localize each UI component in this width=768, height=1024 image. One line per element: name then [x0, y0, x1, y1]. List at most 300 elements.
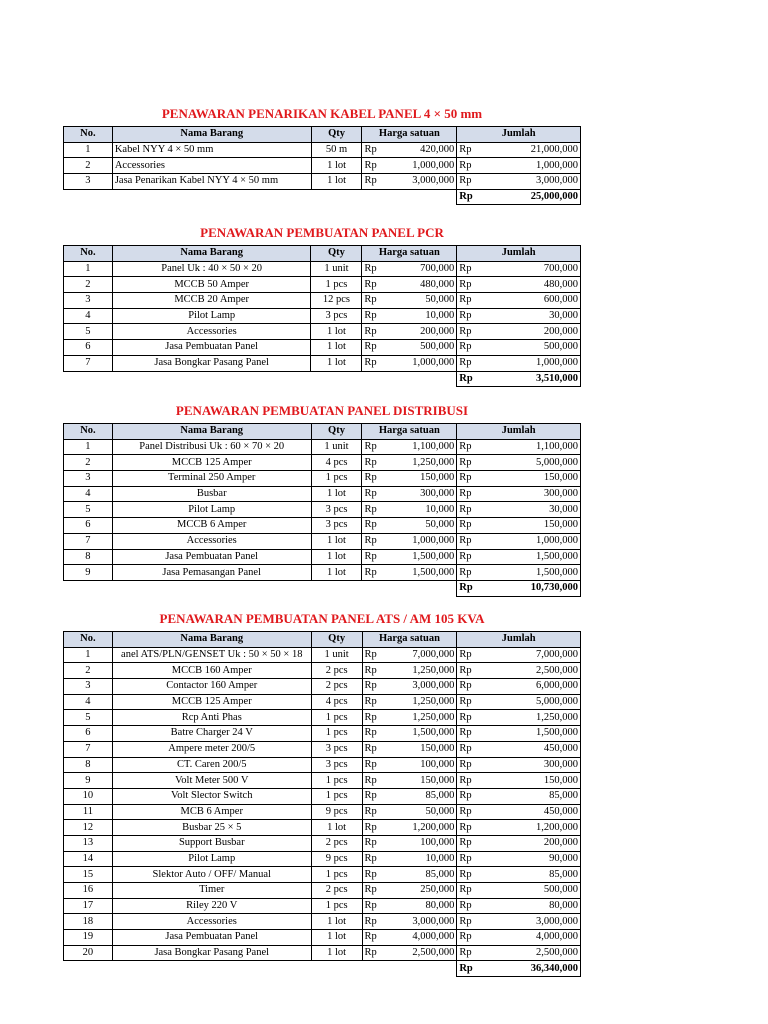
cell-currency: Rp — [457, 741, 502, 757]
header-name: Nama Barang — [112, 424, 311, 440]
cell-unit-price: 1,500,000 — [410, 549, 457, 565]
cell-name: Panel Uk : 40 × 50 × 20 — [112, 261, 311, 277]
cell-no: 3 — [64, 293, 113, 309]
cell-no: 14 — [64, 851, 113, 867]
cell-currency: Rp — [457, 930, 502, 946]
cell-no: 16 — [64, 883, 113, 899]
cell-currency: Rp — [457, 533, 502, 549]
cell-qty: 1 lot — [311, 324, 362, 340]
cell-currency: Rp — [362, 804, 410, 820]
cell-unit-price: 1,500,000 — [410, 726, 457, 742]
cell-amount: 5,000,000 — [502, 694, 581, 710]
cell-name: MCCB 20 Amper — [112, 293, 311, 309]
quotation-section — [63, 610, 581, 977]
cell-name: Jasa Pembuatan Panel — [112, 930, 311, 946]
table-row — [64, 486, 581, 502]
cell-currency: Rp — [457, 293, 502, 309]
table-row — [64, 851, 581, 867]
cell-currency: Rp — [362, 261, 410, 277]
cell-no: 5 — [64, 502, 113, 518]
table-row — [64, 471, 581, 487]
cell-amount: 2,500,000 — [502, 663, 581, 679]
cell-unit-price: 1,250,000 — [410, 710, 457, 726]
header-price: Harga satuan — [362, 246, 457, 262]
table-header-row — [64, 424, 581, 440]
cell-qty: 1 lot — [311, 355, 362, 371]
header-total: Jumlah — [457, 632, 581, 648]
cell-unit-price: 4,000,000 — [410, 930, 457, 946]
table-row — [64, 518, 581, 534]
total-spacer — [64, 371, 457, 387]
cell-currency: Rp — [362, 820, 410, 836]
header-qty: Qty — [311, 424, 362, 440]
header-name: Nama Barang — [112, 632, 311, 648]
cell-currency: Rp — [457, 455, 502, 471]
cell-amount: 700,000 — [502, 261, 581, 277]
cell-currency: Rp — [457, 158, 502, 174]
cell-no: 2 — [64, 455, 113, 471]
section-title: PENAWARAN PEMBUATAN PANEL PCR — [200, 225, 444, 240]
cell-unit-price: 10,000 — [410, 851, 457, 867]
cell-currency: Rp — [457, 820, 502, 836]
header-price: Harga satuan — [362, 424, 457, 440]
quotation-table — [63, 631, 581, 977]
cell-qty: 1 pcs — [311, 867, 362, 883]
cell-no: 19 — [64, 930, 113, 946]
total-spacer — [64, 580, 457, 596]
cell-currency: Rp — [457, 355, 502, 371]
cell-qty: 1 lot — [311, 914, 362, 930]
cell-unit-price: 480,000 — [410, 277, 457, 293]
cell-currency: Rp — [457, 851, 502, 867]
cell-name: MCB 6 Amper — [112, 804, 311, 820]
cell-amount: 7,000,000 — [502, 647, 581, 663]
quotation-table — [63, 423, 581, 597]
cell-currency: Rp — [362, 851, 410, 867]
cell-currency: Rp — [457, 471, 502, 487]
cell-currency: Rp — [457, 486, 502, 502]
cell-qty: 1 pcs — [311, 710, 362, 726]
cell-amount: 1,500,000 — [502, 549, 581, 565]
quotation-section — [63, 105, 581, 205]
cell-name: MCCB 125 Amper — [112, 694, 311, 710]
table-row — [64, 710, 581, 726]
cell-currency: Rp — [457, 788, 502, 804]
cell-currency: Rp — [457, 518, 502, 534]
cell-no: 11 — [64, 804, 113, 820]
cell-unit-price: 10,000 — [410, 502, 457, 518]
cell-unit-price: 700,000 — [410, 261, 457, 277]
cell-currency: Rp — [362, 158, 410, 174]
cell-currency: Rp — [457, 502, 502, 518]
cell-no: 4 — [64, 308, 113, 324]
cell-qty: 50 m — [311, 142, 362, 158]
cell-unit-price: 1,100,000 — [410, 439, 457, 455]
cell-qty: 1 lot — [311, 945, 362, 961]
table-row — [64, 835, 581, 851]
grand-total-currency: Rp — [457, 580, 502, 596]
cell-unit-price: 50,000 — [410, 804, 457, 820]
cell-name: Jasa Pembuatan Panel — [112, 340, 311, 356]
table-row — [64, 773, 581, 789]
cell-currency: Rp — [362, 726, 410, 742]
cell-currency: Rp — [362, 518, 410, 534]
cell-currency: Rp — [362, 694, 410, 710]
table-header-row — [64, 632, 581, 648]
cell-unit-price: 50,000 — [410, 518, 457, 534]
cell-amount: 600,000 — [502, 293, 581, 309]
table-row — [64, 647, 581, 663]
cell-qty: 3 pcs — [311, 741, 362, 757]
header-qty: Qty — [311, 246, 362, 262]
cell-currency: Rp — [362, 741, 410, 757]
grand-total-currency: Rp — [457, 961, 502, 977]
cell-currency: Rp — [362, 533, 410, 549]
section-title: PENAWARAN PEMBUATAN PANEL ATS / AM 105 KVA — [159, 611, 485, 626]
cell-currency: Rp — [457, 694, 502, 710]
cell-currency: Rp — [457, 174, 502, 190]
cell-currency: Rp — [362, 324, 410, 340]
cell-qty: 4 pcs — [311, 455, 362, 471]
cell-qty: 3 pcs — [311, 518, 362, 534]
cell-qty: 1 unit — [311, 647, 362, 663]
cell-name: Kabel NYY 4 × 50 mm — [112, 142, 311, 158]
cell-amount: 1,000,000 — [502, 158, 581, 174]
cell-qty: 9 pcs — [311, 851, 362, 867]
cell-name: Pilot Lamp — [112, 502, 311, 518]
cell-qty: 1 pcs — [311, 788, 362, 804]
cell-currency: Rp — [457, 835, 502, 851]
cell-amount: 480,000 — [502, 277, 581, 293]
cell-no: 9 — [64, 773, 113, 789]
cell-unit-price: 150,000 — [410, 471, 457, 487]
grand-total-row — [64, 961, 581, 977]
cell-unit-price: 1,000,000 — [410, 355, 457, 371]
cell-currency: Rp — [457, 945, 502, 961]
cell-currency: Rp — [362, 471, 410, 487]
quotation-table — [63, 126, 581, 205]
cell-currency: Rp — [362, 914, 410, 930]
cell-amount: 6,000,000 — [502, 679, 581, 695]
grand-total-amount: 25,000,000 — [502, 189, 581, 205]
cell-no: 15 — [64, 867, 113, 883]
table-row — [64, 324, 581, 340]
cell-currency: Rp — [457, 663, 502, 679]
table-row — [64, 945, 581, 961]
header-no: No. — [64, 246, 113, 262]
cell-currency: Rp — [362, 340, 410, 356]
cell-qty: 3 pcs — [311, 757, 362, 773]
cell-amount: 30,000 — [502, 502, 581, 518]
cell-name: Jasa Bongkar Pasang Panel — [112, 355, 311, 371]
header-no: No. — [64, 632, 113, 648]
cell-currency: Rp — [362, 549, 410, 565]
cell-qty: 1 pcs — [311, 726, 362, 742]
cell-unit-price: 420,000 — [410, 142, 457, 158]
cell-currency: Rp — [362, 835, 410, 851]
cell-currency: Rp — [362, 174, 410, 190]
cell-unit-price: 10,000 — [410, 308, 457, 324]
cell-unit-price: 100,000 — [410, 757, 457, 773]
cell-unit-price: 1,000,000 — [410, 158, 457, 174]
cell-no: 4 — [64, 486, 113, 502]
cell-amount: 300,000 — [502, 757, 581, 773]
table-row — [64, 174, 581, 190]
cell-amount: 450,000 — [502, 741, 581, 757]
cell-no: 8 — [64, 549, 113, 565]
cell-unit-price: 200,000 — [410, 324, 457, 340]
cell-amount: 30,000 — [502, 308, 581, 324]
cell-qty: 1 lot — [311, 533, 362, 549]
cell-no: 9 — [64, 565, 113, 581]
grand-total-amount: 10,730,000 — [502, 580, 581, 596]
cell-qty: 1 lot — [311, 565, 362, 581]
cell-amount: 150,000 — [502, 518, 581, 534]
table-row — [64, 694, 581, 710]
cell-amount: 150,000 — [502, 773, 581, 789]
table-header-row — [64, 246, 581, 262]
cell-name: MCCB 50 Amper — [112, 277, 311, 293]
cell-no: 3 — [64, 679, 113, 695]
cell-unit-price: 3,000,000 — [410, 679, 457, 695]
cell-no: 6 — [64, 726, 113, 742]
cell-amount: 1,250,000 — [502, 710, 581, 726]
cell-unit-price: 1,500,000 — [410, 565, 457, 581]
cell-currency: Rp — [362, 710, 410, 726]
cell-name: Batre Charger 24 V — [112, 726, 311, 742]
cell-no: 1 — [64, 261, 113, 277]
cell-no: 2 — [64, 277, 113, 293]
cell-name: Terminal 250 Amper — [112, 471, 311, 487]
cell-currency: Rp — [457, 914, 502, 930]
cell-currency: Rp — [457, 142, 502, 158]
cell-qty: 2 pcs — [311, 679, 362, 695]
cell-currency: Rp — [362, 757, 410, 773]
cell-qty: 3 pcs — [311, 308, 362, 324]
header-total: Jumlah — [457, 127, 581, 143]
cell-currency: Rp — [457, 308, 502, 324]
cell-name: CT. Caren 200/5 — [112, 757, 311, 773]
cell-no: 7 — [64, 741, 113, 757]
table-row — [64, 930, 581, 946]
cell-amount: 450,000 — [502, 804, 581, 820]
cell-no: 7 — [64, 355, 113, 371]
table-row — [64, 549, 581, 565]
table-row — [64, 261, 581, 277]
cell-qty: 1 lot — [311, 158, 362, 174]
header-no: No. — [64, 127, 113, 143]
cell-unit-price: 85,000 — [410, 788, 457, 804]
cell-currency: Rp — [362, 293, 410, 309]
cell-no: 1 — [64, 142, 113, 158]
cell-qty: 1 unit — [311, 261, 362, 277]
total-spacer — [64, 189, 457, 205]
cell-currency: Rp — [362, 663, 410, 679]
cell-no: 7 — [64, 533, 113, 549]
section-title: PENAWARAN PEMBUATAN PANEL DISTRIBUSI — [175, 403, 469, 418]
cell-name: Volt Meter 500 V — [112, 773, 311, 789]
cell-currency: Rp — [362, 455, 410, 471]
cell-unit-price: 85,000 — [410, 867, 457, 883]
grand-total-currency: Rp — [457, 189, 502, 205]
cell-currency: Rp — [457, 261, 502, 277]
cell-amount: 85,000 — [502, 867, 581, 883]
cell-unit-price: 300,000 — [410, 486, 457, 502]
cell-qty: 1 unit — [311, 439, 362, 455]
cell-no: 3 — [64, 174, 113, 190]
cell-qty: 2 pcs — [311, 663, 362, 679]
quotation-section — [63, 224, 581, 387]
grand-total-row — [64, 189, 581, 205]
cell-qty: 1 lot — [311, 340, 362, 356]
cell-currency: Rp — [362, 647, 410, 663]
cell-currency: Rp — [362, 355, 410, 371]
cell-name: Timer — [112, 883, 311, 899]
cell-unit-price: 150,000 — [410, 773, 457, 789]
header-no: No. — [64, 424, 113, 440]
cell-no: 20 — [64, 945, 113, 961]
cell-qty: 1 pcs — [311, 471, 362, 487]
cell-amount: 85,000 — [502, 788, 581, 804]
cell-amount: 4,000,000 — [502, 930, 581, 946]
table-row — [64, 663, 581, 679]
cell-unit-price: 3,000,000 — [410, 914, 457, 930]
grand-total-amount: 3,510,000 — [502, 371, 581, 387]
quotation-table — [63, 245, 581, 387]
cell-amount: 3,000,000 — [502, 174, 581, 190]
cell-no: 10 — [64, 788, 113, 804]
cell-name: Busbar 25 × 5 — [112, 820, 311, 836]
cell-qty: 1 lot — [311, 930, 362, 946]
cell-no: 17 — [64, 898, 113, 914]
cell-unit-price: 7,000,000 — [410, 647, 457, 663]
table-row — [64, 898, 581, 914]
table-row — [64, 293, 581, 309]
cell-no: 1 — [64, 439, 113, 455]
cell-no: 4 — [64, 694, 113, 710]
cell-amount: 1,500,000 — [502, 565, 581, 581]
cell-unit-price: 1,250,000 — [410, 694, 457, 710]
cell-name: Busbar — [112, 486, 311, 502]
cell-currency: Rp — [457, 679, 502, 695]
cell-qty: 12 pcs — [311, 293, 362, 309]
cell-amount: 500,000 — [502, 883, 581, 899]
cell-unit-price: 1,250,000 — [410, 663, 457, 679]
cell-currency: Rp — [457, 883, 502, 899]
cell-currency: Rp — [362, 867, 410, 883]
table-row — [64, 355, 581, 371]
cell-currency: Rp — [457, 710, 502, 726]
cell-amount: 2,500,000 — [502, 945, 581, 961]
table-row — [64, 679, 581, 695]
table-row — [64, 804, 581, 820]
cell-currency: Rp — [362, 898, 410, 914]
cell-amount: 1,500,000 — [502, 726, 581, 742]
cell-no: 6 — [64, 340, 113, 356]
cell-no: 8 — [64, 757, 113, 773]
cell-currency: Rp — [362, 679, 410, 695]
table-header-row — [64, 127, 581, 143]
cell-name: Volt Slector Switch — [112, 788, 311, 804]
cell-no: 1 — [64, 647, 113, 663]
header-name: Nama Barang — [112, 127, 311, 143]
cell-currency: Rp — [362, 930, 410, 946]
cell-currency: Rp — [362, 439, 410, 455]
table-row — [64, 788, 581, 804]
cell-currency: Rp — [362, 773, 410, 789]
table-row — [64, 158, 581, 174]
cell-name: Jasa Pemasangan Panel — [112, 565, 311, 581]
cell-currency: Rp — [362, 142, 410, 158]
cell-qty: 1 pcs — [311, 898, 362, 914]
cell-currency: Rp — [362, 486, 410, 502]
cell-amount: 1,200,000 — [502, 820, 581, 836]
cell-amount: 200,000 — [502, 835, 581, 851]
table-row — [64, 820, 581, 836]
cell-currency: Rp — [457, 324, 502, 340]
table-row — [64, 533, 581, 549]
table-row — [64, 914, 581, 930]
cell-name: Accessories — [112, 324, 311, 340]
cell-unit-price: 250,000 — [410, 883, 457, 899]
cell-qty: 2 pcs — [311, 883, 362, 899]
cell-unit-price: 1,200,000 — [410, 820, 457, 836]
table-row — [64, 757, 581, 773]
grand-total-row — [64, 580, 581, 596]
cell-currency: Rp — [362, 277, 410, 293]
cell-amount: 500,000 — [502, 340, 581, 356]
cell-qty: 1 pcs — [311, 277, 362, 293]
cell-no: 2 — [64, 158, 113, 174]
cell-currency: Rp — [457, 340, 502, 356]
cell-currency: Rp — [457, 804, 502, 820]
cell-name: Ampere meter 200/5 — [112, 741, 311, 757]
cell-qty: 1 lot — [311, 174, 362, 190]
cell-unit-price: 3,000,000 — [410, 174, 457, 190]
cell-qty: 1 lot — [311, 820, 362, 836]
cell-unit-price: 100,000 — [410, 835, 457, 851]
cell-name: Support Busbar — [112, 835, 311, 851]
cell-unit-price: 80,000 — [410, 898, 457, 914]
cell-unit-price: 1,250,000 — [410, 455, 457, 471]
grand-total-row — [64, 371, 581, 387]
cell-name: MCCB 6 Amper — [112, 518, 311, 534]
table-row — [64, 502, 581, 518]
cell-currency: Rp — [457, 773, 502, 789]
cell-amount: 1,000,000 — [502, 355, 581, 371]
cell-unit-price: 50,000 — [410, 293, 457, 309]
cell-qty: 2 pcs — [311, 835, 362, 851]
cell-name: MCCB 160 Amper — [112, 663, 311, 679]
cell-name: Jasa Bongkar Pasang Panel — [112, 945, 311, 961]
cell-amount: 21,000,000 — [502, 142, 581, 158]
table-row — [64, 308, 581, 324]
cell-currency: Rp — [457, 565, 502, 581]
cell-amount: 150,000 — [502, 471, 581, 487]
cell-no: 5 — [64, 710, 113, 726]
cell-amount: 90,000 — [502, 851, 581, 867]
cell-unit-price: 150,000 — [410, 741, 457, 757]
table-row — [64, 455, 581, 471]
table-row — [64, 439, 581, 455]
cell-currency: Rp — [457, 439, 502, 455]
cell-qty: 3 pcs — [311, 502, 362, 518]
header-total: Jumlah — [457, 424, 581, 440]
cell-amount: 1,100,000 — [502, 439, 581, 455]
cell-no: 12 — [64, 820, 113, 836]
table-row — [64, 726, 581, 742]
table-row — [64, 867, 581, 883]
